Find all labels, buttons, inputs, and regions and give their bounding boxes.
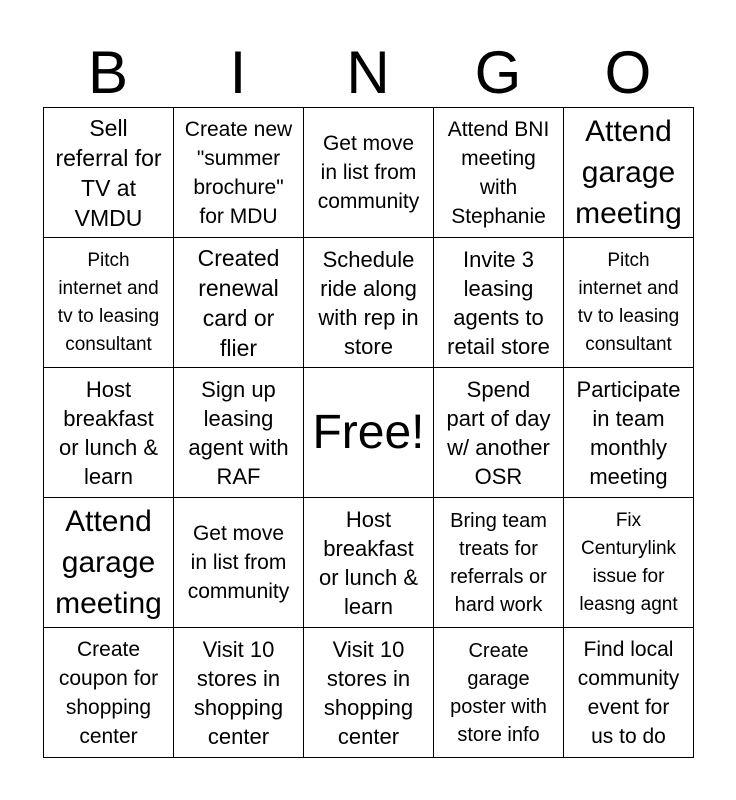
bingo-cell[interactable]: [304, 628, 434, 758]
bingo-cell[interactable]: [434, 498, 564, 628]
cell-text: Visit 10 stores in shopping center: [193, 636, 284, 749]
bingo-cell[interactable]: [174, 108, 304, 238]
free-space-text: Free!: [312, 405, 425, 459]
bingo-free-cell[interactable]: [304, 368, 434, 498]
bingo-cell[interactable]: [564, 238, 694, 368]
cell-text: Pitch internet and tv to leasing consultant: [577, 249, 680, 355]
cell-text: Create garage poster with store info: [450, 639, 547, 746]
cell-text: Pitch internet and tv to leasing consultant: [57, 249, 160, 355]
bingo-cell[interactable]: [564, 498, 694, 628]
bingo-cell[interactable]: [174, 238, 304, 368]
bingo-card-grid: [43, 107, 694, 758]
header-letter-b: B: [87, 39, 129, 106]
cell-text: Sign up leasing agent with RAF: [188, 376, 289, 489]
bingo-cell[interactable]: [44, 238, 174, 368]
cell-text: Create coupon for shopping center: [58, 637, 159, 748]
cell-text: Created renewal card or flier: [197, 244, 280, 361]
bingo-cell[interactable]: [44, 108, 174, 238]
cell-text: Attend BNI meeting with Stephanie: [447, 117, 550, 228]
cell-text: Find local community event for us to do: [577, 637, 680, 748]
bingo-cell[interactable]: [304, 238, 434, 368]
bingo-cell[interactable]: [564, 628, 694, 758]
bingo-header: [43, 40, 693, 106]
bingo-cell[interactable]: [44, 498, 174, 628]
cell-text: Attend garage meeting: [575, 115, 682, 230]
cell-text: Fix Centurylink issue for leasng agnt: [579, 509, 678, 615]
cell-text: Visit 10 stores in shopping center: [323, 636, 414, 749]
cell-text: Invite 3 leasing agents to retail store: [447, 246, 550, 359]
bingo-cell[interactable]: [304, 108, 434, 238]
cell-text: Host breakfast or lunch & learn: [318, 506, 419, 619]
bingo-cell[interactable]: [44, 628, 174, 758]
cell-text: Attend garage meeting: [55, 505, 162, 620]
cell-text: Bring team treats for referrals or hard work: [450, 509, 547, 616]
bingo-cell[interactable]: [434, 108, 564, 238]
cell-text: Host breakfast or lunch & learn: [58, 376, 159, 489]
bingo-cell[interactable]: [434, 628, 564, 758]
cell-text: Participate in team monthly meeting: [576, 376, 681, 489]
header-letter-n: N: [346, 39, 390, 106]
cell-text: Create new "summer brochure" for MDU: [184, 117, 293, 228]
cell-text: Spend part of day w/ another OSR: [446, 376, 551, 489]
cell-text: Sell referral for TV at VMDU: [55, 114, 162, 231]
header-letter-i: I: [229, 39, 247, 106]
cell-text: Schedule ride along with rep in store: [318, 246, 419, 359]
bingo-cell[interactable]: [174, 368, 304, 498]
bingo-cell[interactable]: [564, 108, 694, 238]
bingo-cell[interactable]: [434, 238, 564, 368]
cell-text: Get move in list from community: [187, 522, 290, 603]
bingo-cell[interactable]: [434, 368, 564, 498]
cell-text: Get move in list from community: [317, 132, 420, 213]
bingo-cell[interactable]: [174, 498, 304, 628]
bingo-cell[interactable]: [304, 498, 434, 628]
header-letter-g: G: [474, 39, 522, 106]
bingo-cell[interactable]: [174, 628, 304, 758]
bingo-cell[interactable]: [44, 368, 174, 498]
bingo-cell[interactable]: [564, 368, 694, 498]
header-letter-o: O: [604, 39, 652, 106]
